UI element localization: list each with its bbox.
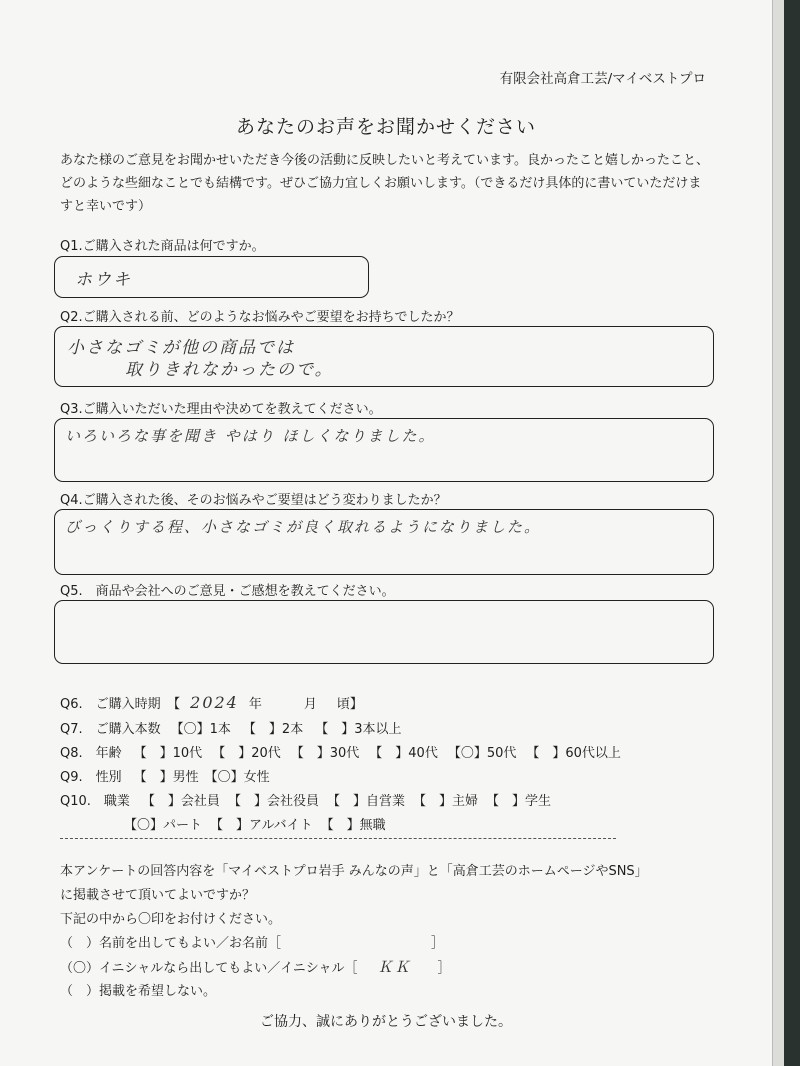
q9-option-female[interactable]: 【〇】女性 (204, 770, 270, 785)
q7-option-3[interactable]: 【 】3本以上 (315, 722, 402, 737)
q5-answer-box[interactable] (54, 600, 714, 664)
consent-option-none[interactable]: （ ）掲載を希望しない。 (60, 984, 217, 999)
q10-row-1 (60, 790, 551, 809)
q6-month-unit: 月 (303, 697, 317, 712)
q6-year[interactable]: 2024 (190, 693, 239, 712)
consent-option-initial-label: （〇）イニシャルなら出してもよい／イニシャル［ (60, 961, 358, 976)
consent-line-2: に掲載させて頂いてよいですか？ (60, 888, 256, 903)
q10-option-homemaker[interactable]: 【 】主婦 (412, 794, 478, 809)
q1-answer-box[interactable] (54, 256, 369, 298)
closing-message: ご協力、誠にありがとうございました。 (260, 1014, 512, 1030)
q4-answer: びっくりする程、小さなゴミが良く取れるようになりました。 (65, 518, 542, 536)
q10-option-part-time[interactable]: 【〇】パート (124, 818, 203, 833)
q7-option-1[interactable]: 【〇】1本 (170, 722, 231, 737)
q6-row (60, 693, 363, 712)
consent-initial-value: ＫＫ (377, 958, 412, 976)
consent-option-initial[interactable] (60, 956, 450, 977)
q2-answer-box[interactable] (54, 326, 714, 387)
q1-label: Q1.ご購入された商品は何ですか。 (60, 239, 265, 254)
consent-line-3: 下記の中から〇印をお付けください。 (60, 912, 282, 927)
q10-label: Q10. 職業 (60, 794, 130, 809)
consent-option-name-label: （ ）名前を出してもよい／お名前［ (60, 936, 282, 951)
consent-line-1: 本アンケートの回答内容を「マイベストプロ岩手 みんなの声」と「高倉工芸のホームページやSNS」 (60, 864, 648, 879)
q7-label: Q7. ご購入本数 (60, 722, 161, 737)
q4-label: Q4.ご購入された後、そのお悩みやご要望はどう変わりましたか？ (60, 493, 447, 508)
q2-answer-line-2: 取りきれなかったので。 (125, 360, 334, 380)
q3-label: Q3.ご購入いただいた理由や決めてを教えてください。 (60, 402, 382, 417)
q1-answer: ホウキ (75, 270, 132, 290)
consent-option-name[interactable] (60, 932, 444, 951)
q4-answer-box[interactable] (54, 509, 714, 575)
intro-line-1: あなた様のご意見をお聞かせいただき今後の活動に反映したいと考えています。良かったこと嬉しかったこと、 (60, 153, 709, 168)
q5-label: Q5. 商品や会社へのご意見・ご感想を教えてください。 (60, 584, 395, 599)
q10-option-student[interactable]: 【 】学生 (485, 794, 551, 809)
q7-row (60, 718, 401, 737)
company-name: 有限会社高倉工芸/マイベストプロ (499, 71, 706, 87)
q6-label: Q6. ご購入時期 【 (60, 697, 181, 712)
q10-row-2 (124, 814, 386, 833)
divider (60, 838, 616, 839)
q9-row (60, 766, 270, 785)
q8-option-30s[interactable]: 【 】30代 (290, 746, 360, 761)
q9-label: Q9. 性別 (60, 770, 122, 785)
q6-end: 頃】 (336, 697, 363, 712)
consent-option-name-end: ］ (431, 936, 445, 951)
q8-option-60s[interactable]: 【 】60代以上 (526, 746, 621, 761)
q6-year-unit: 年 (248, 697, 262, 712)
intro-line-3: すと幸いです） (60, 199, 152, 214)
q3-answer-box[interactable] (54, 418, 714, 482)
consent-option-initial-end: ］ (437, 961, 451, 976)
q8-option-10s[interactable]: 【 】10代 (133, 746, 203, 761)
q10-option-self-employed[interactable]: 【 】自営業 (326, 794, 405, 809)
page-title: あなたのお声をお聞かせください (235, 116, 536, 138)
q8-option-50s[interactable]: 【〇】50代 (447, 746, 517, 761)
q8-option-40s[interactable]: 【 】40代 (369, 746, 438, 761)
q7-option-2[interactable]: 【 】2本 (242, 722, 304, 737)
q3-answer: いろいろな事を聞き やはり ほしくなりました。 (65, 427, 436, 445)
q8-label: Q8. 年齢 (60, 746, 122, 761)
q10-option-unemployed[interactable]: 【 】無職 (320, 818, 386, 833)
q10-option-arbeit[interactable]: 【 】アルバイト (210, 818, 313, 833)
q9-option-male[interactable]: 【 】男性 (133, 770, 199, 785)
q10-option-executive[interactable]: 【 】会社役員 (227, 794, 319, 809)
q8-row (60, 742, 621, 761)
q2-answer-line-1: 小さなゴミが他の商品では (67, 338, 295, 358)
q10-option-employee[interactable]: 【 】会社員 (141, 794, 220, 809)
intro-line-2: どのような些細なことでも結構です。ぜひご協力宜しくお願いします。（できるだけ具体的に書いていただけま (60, 176, 702, 191)
q2-label: Q2.ご購入される前、どのようなお悩みやご要望をお持ちでしたか？ (60, 310, 460, 325)
q8-option-20s[interactable]: 【 】20代 (212, 746, 281, 761)
